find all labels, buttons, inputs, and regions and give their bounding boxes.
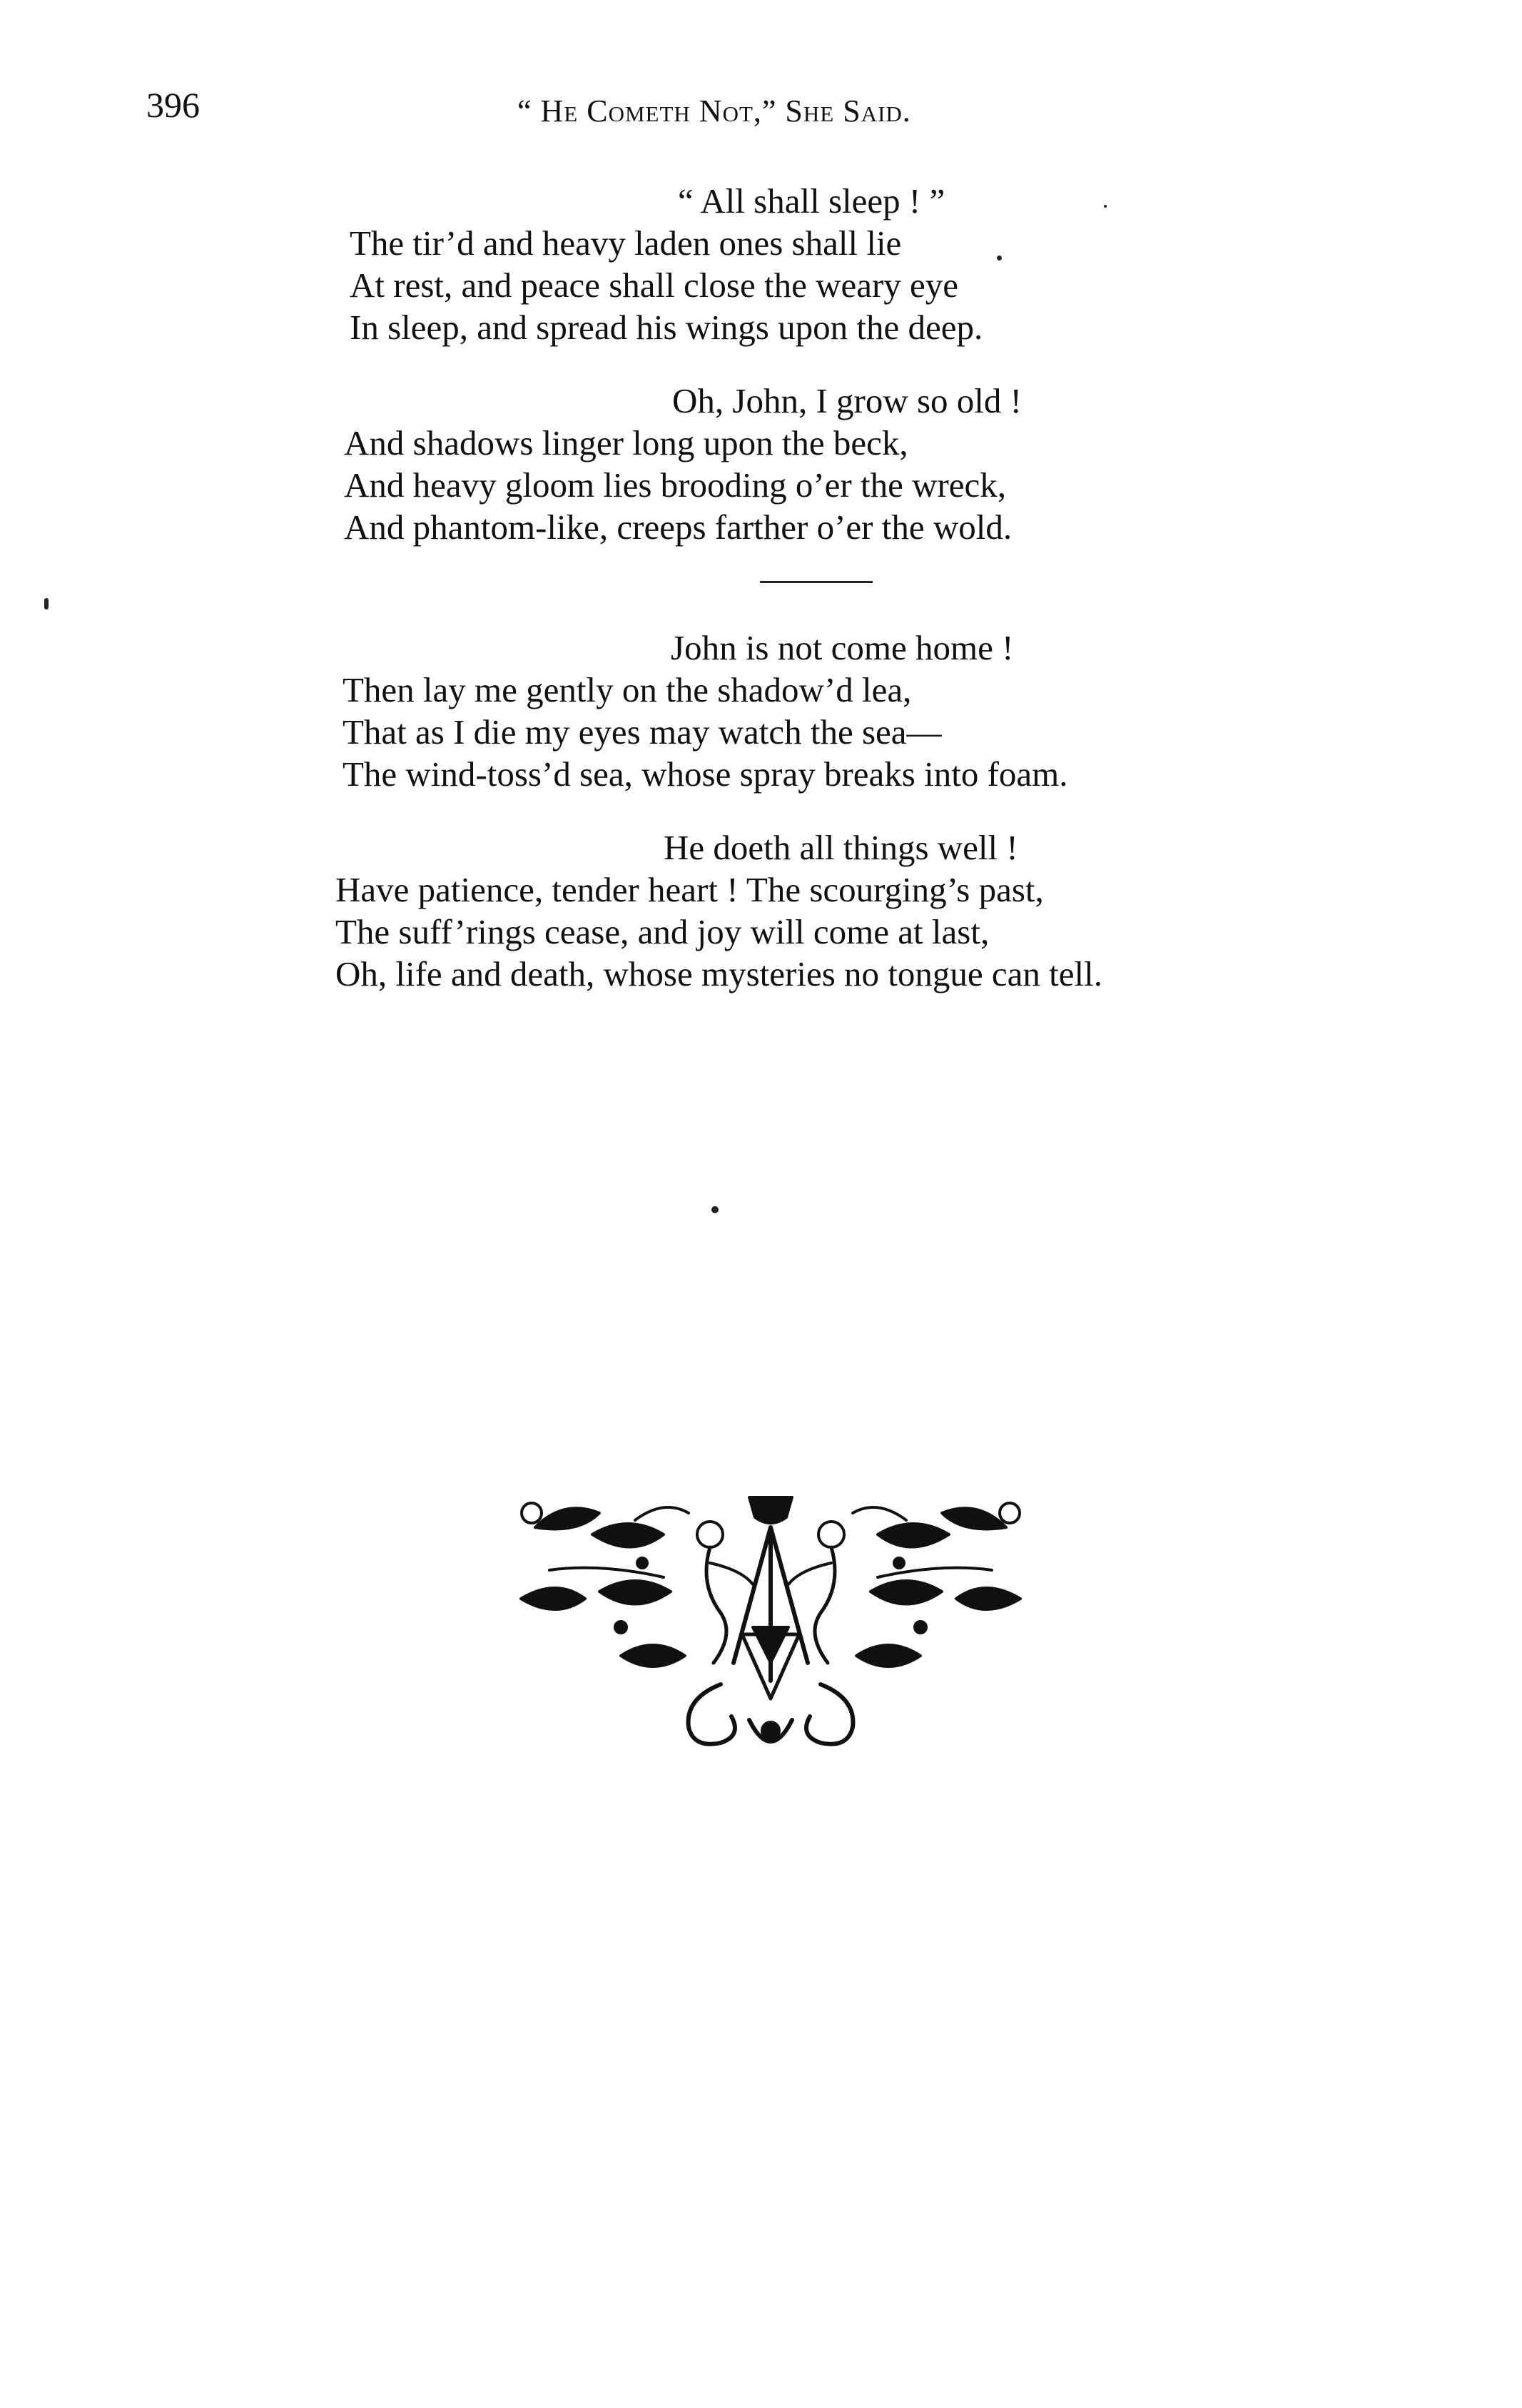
verse-line: Oh, life and death, whose mysteries no tongue can tell. bbox=[335, 954, 1102, 993]
floral-tailpiece-icon bbox=[507, 1484, 1035, 1763]
ink-speck bbox=[997, 256, 1002, 260]
stanza-lead: “ All shall sleep ! ” bbox=[678, 181, 945, 221]
verse-line: Have patience, tender heart ! The scourging’s past, bbox=[335, 870, 1044, 909]
ink-speck bbox=[44, 598, 49, 609]
verse-line: Then lay me gently on the shadow’d lea, bbox=[343, 670, 912, 709]
stanza bbox=[350, 180, 983, 348]
stanza-lead: He doeth all things well ! bbox=[664, 828, 1018, 867]
stanza-lead: Oh, John, I grow so old ! bbox=[672, 381, 1022, 420]
ink-speck bbox=[1104, 205, 1107, 208]
stanza bbox=[335, 826, 1102, 995]
stanza bbox=[344, 380, 1022, 548]
verse-line: The tir’d and heavy laden ones shall lie bbox=[350, 223, 902, 263]
page-number: 396 bbox=[146, 85, 200, 125]
ink-speck bbox=[711, 1206, 719, 1213]
verse-line: At rest, and peace shall close the weary eye bbox=[350, 265, 959, 305]
verse-line: The wind-toss’d sea, whose spray breaks into foam. bbox=[343, 754, 1068, 794]
verse-line: And shadows linger long upon the beck, bbox=[344, 423, 908, 462]
running-head: “ He Cometh Not,” She Said. bbox=[517, 93, 911, 128]
section-divider bbox=[760, 581, 873, 583]
verse-line: That as I die my eyes may watch the sea— bbox=[343, 712, 942, 752]
verse-line: And heavy gloom lies brooding o’er the wreck, bbox=[344, 465, 1007, 505]
stanza bbox=[343, 627, 1068, 795]
verse-line: In sleep, and spread his wings upon the deep. bbox=[350, 308, 983, 347]
verse-line: And phantom-like, creeps farther o’er the wold. bbox=[344, 507, 1013, 547]
stanza-lead: John is not come home ! bbox=[671, 628, 1014, 667]
verse-line: The suff’rings cease, and joy will come at last, bbox=[335, 912, 990, 951]
